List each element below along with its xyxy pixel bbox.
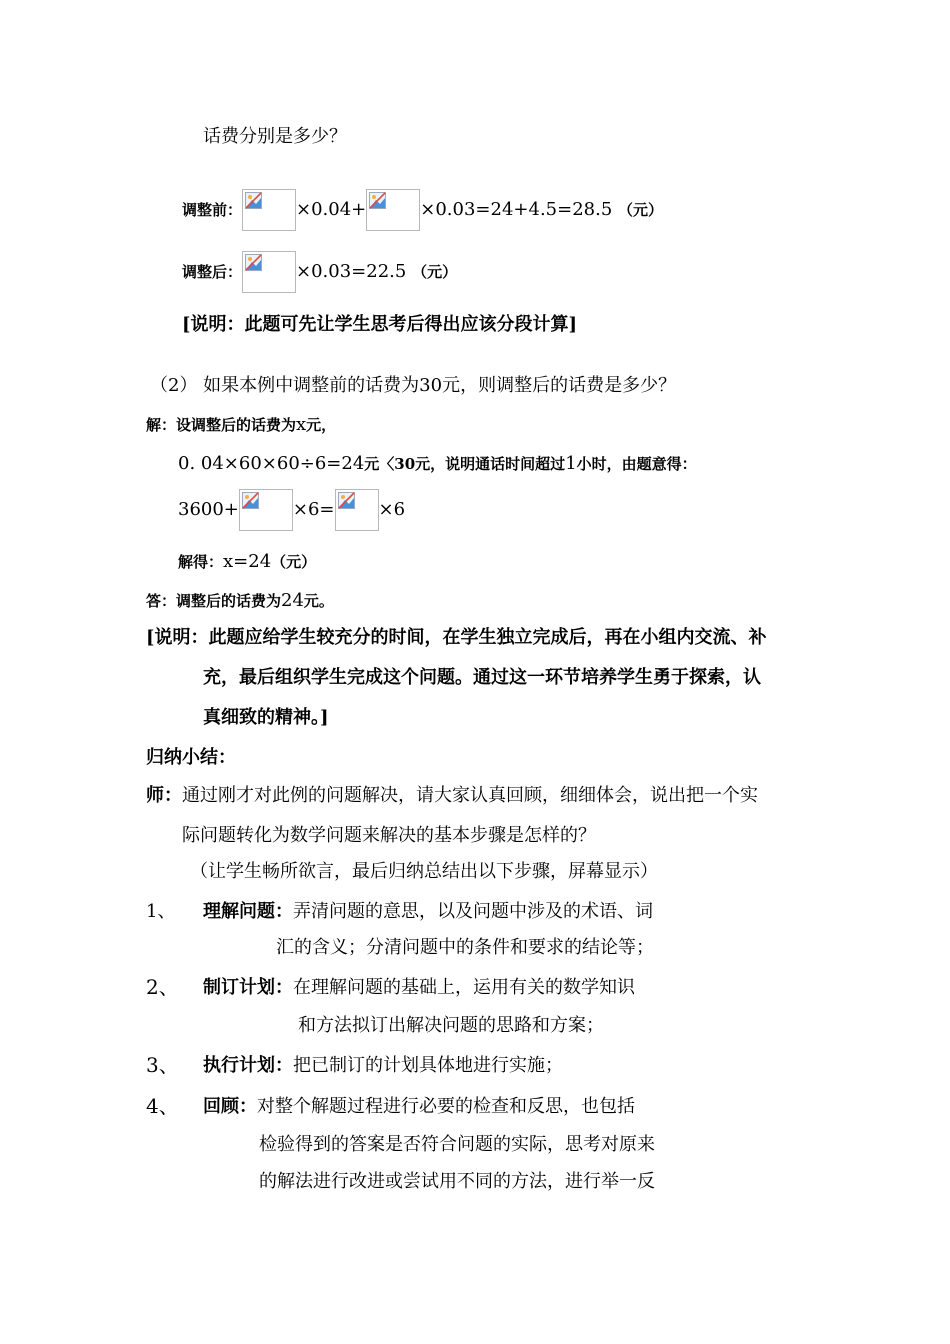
solution-setup xyxy=(146,413,336,437)
after-adjust-formula xyxy=(182,250,457,294)
teacher-line-1 xyxy=(146,784,758,808)
teacher-text: 通过刚才对此例的问题解决，请大家认真回顾，细细体会，说出把一个实 xyxy=(182,785,758,806)
equation-line xyxy=(178,488,405,532)
note-2-line-2: 充，最后组织学生完成这个问题。通过这一环节培养学生勇于探索，认 xyxy=(203,667,761,688)
result-value: x=24 xyxy=(223,551,272,572)
step-2-line-2: 和方法拟订出解决问题的思路和方案； xyxy=(298,1015,604,1036)
before-label: 调整前： xyxy=(182,201,243,219)
teacher-label: 师： xyxy=(146,785,182,806)
solution-unit: 元， xyxy=(306,416,337,434)
step-text: 把已制订的计划具体地进行实施； xyxy=(293,1055,563,1076)
step-4-line-2: 检验得到的答案是否符合问题的实际，思考对原来 xyxy=(259,1134,655,1155)
question-2: （2） 如果本例中调整前的话费为30元，则调整后的话费是多少？ xyxy=(150,375,677,396)
broken-image-icon xyxy=(242,492,260,510)
formula-image-placeholder xyxy=(242,189,296,231)
calc-expression: 0. 04×60×60÷6=24 xyxy=(178,453,365,474)
step-4-number: 4、 xyxy=(146,1094,179,1118)
step-text: 在理解问题的基础上，运用有关的数学知识 xyxy=(293,977,635,998)
before-term-2: ×0.03=24+4.5=28.5 xyxy=(420,199,613,220)
step-1-line-2: 汇的含义；分清问题中的条件和要求的结论等； xyxy=(276,937,654,958)
formula-image-placeholder xyxy=(242,251,296,293)
after-label: 调整后： xyxy=(182,263,243,281)
formula-image-placeholder xyxy=(239,489,293,531)
variable-x: x xyxy=(296,414,307,435)
step-4-line-3: 的解法进行改进或尝试用不同的方法，进行举一反 xyxy=(259,1171,655,1192)
equation-term-a: 3600+ xyxy=(178,499,239,520)
answer-line xyxy=(146,589,334,613)
answer-unit: 元。 xyxy=(303,592,334,610)
formula-image-placeholder xyxy=(335,489,379,531)
step-2-number: 2、 xyxy=(146,975,179,999)
calc-text-2: 小时，由题意得： xyxy=(576,455,697,473)
step-title: 回顾： xyxy=(203,1096,257,1117)
unit-yuan: （元） xyxy=(412,263,458,281)
step-1 xyxy=(203,900,653,924)
parenthetical-note: （让学生畅所欲言，最后归纳总结出以下步骤，屏幕显示） xyxy=(190,861,658,882)
step-title: 理解问题： xyxy=(203,901,293,922)
step-text: 弄清问题的意思，以及问题中涉及的术语、词 xyxy=(293,901,653,922)
unit-yuan: （元） xyxy=(618,201,664,219)
calculation-line xyxy=(178,452,697,476)
step-title: 制订计划： xyxy=(203,977,293,998)
question-continuation: 话费分别是多少？ xyxy=(203,126,347,147)
step-text: 对整个解题过程进行必要的检查和反思，也包括 xyxy=(257,1096,635,1117)
before-term-1: ×0.04+ xyxy=(296,199,367,220)
teacher-line-2: 际问题转化为数学问题来解决的基本步骤是怎样的？ xyxy=(182,825,596,846)
answer-value: 24 xyxy=(281,590,304,611)
step-title: 执行计划： xyxy=(203,1055,293,1076)
summary-title: 归纳小结： xyxy=(146,747,236,768)
broken-image-icon xyxy=(338,492,356,510)
broken-image-icon xyxy=(369,192,387,210)
broken-image-icon xyxy=(245,254,263,272)
step-1-number: 1、 xyxy=(146,901,176,922)
calc-text: 元〈30元，说明通话时间超过 xyxy=(364,455,566,473)
result-unit: （元） xyxy=(271,553,317,571)
broken-image-icon xyxy=(245,192,263,210)
equation-term-b: ×6= xyxy=(292,499,335,520)
step-2 xyxy=(203,976,635,1000)
note-2-line-1: [说明：此题应给学生较充分的时间，在学生独立完成后，再在小组内交流、补 xyxy=(146,627,767,648)
step-3-number: 3、 xyxy=(146,1053,179,1077)
note-1: [说明：此题可先让学生思考后得出应该分段计算] xyxy=(182,314,578,335)
note-2-line-3: 真细致的精神。] xyxy=(203,707,329,728)
equation-term-c: ×6 xyxy=(378,499,406,520)
result-line xyxy=(178,550,316,574)
solution-text: 解：设调整后的话费为 xyxy=(146,416,297,434)
step-4 xyxy=(203,1095,635,1119)
answer-text: 答：调整后的话费为 xyxy=(146,592,282,610)
after-term-1: ×0.03=22.5 xyxy=(296,261,407,282)
formula-image-placeholder xyxy=(366,189,420,231)
before-adjust-formula xyxy=(182,188,663,232)
result-label: 解得： xyxy=(178,553,224,571)
step-3 xyxy=(203,1054,563,1078)
calc-hour: 1 xyxy=(565,453,577,474)
